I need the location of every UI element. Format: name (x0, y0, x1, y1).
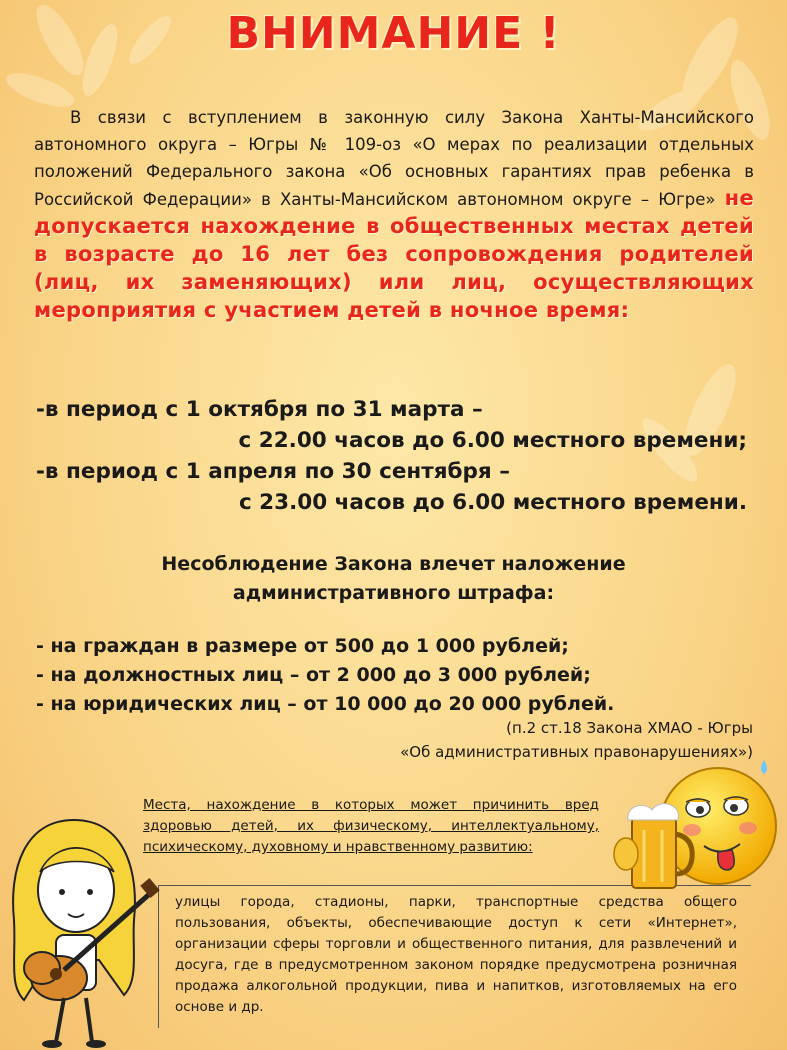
penalty-heading (0, 550, 787, 608)
penalty-line-1: Несоблюдение Закона влечет наложение (161, 553, 626, 575)
period-1: -в период с 1 октября по 31 марта – (36, 397, 483, 422)
places-heading: Места, нахождение в которых может причинить вред здоровью детей, их физическому, интеллектуальному, психическому, духовному и нравственному развитию: (143, 797, 599, 855)
curfew-periods (36, 394, 751, 518)
intro-paragraph (34, 104, 754, 325)
law-reference (253, 716, 753, 764)
intro-text: В связи с вступлением в законную силу Закона Ханты-Мансийского автономного округа – Югры № 109-оз «О мерах по реализации отдельных положений Федерального закона «Об основных гарантиях прав ребенка в Российской Федерации» в Ханты-Мансийском автономном округе – Югре» (34, 108, 754, 209)
period-1-time: с 22.00 часов до 6.00 местного времени; (238, 428, 747, 453)
fine-item: - на граждан в размере от 500 до 1 000 рублей; (36, 635, 569, 657)
places-text: улицы города, стадионы, парки, транспортные средства общего пользования, объекты, обеспечивающие доступ к сети «Интернет», организации сферы торговли и общественного питания, для развлечений и досуга, где в предусмотренном законом порядке предусмотрена розничная продажа алкогольной продукции, пива и напитков, изготовляемых на его основе и др. (175, 894, 737, 1015)
period-2-time: с 23.00 часов до 6.00 местного времени. (238, 490, 747, 515)
reference-line-2: «Об административных правонарушениях») (400, 743, 753, 761)
reference-line-1: (п.2 ст.18 Закона ХМАО - Югры (506, 719, 753, 737)
period-2: -в период с 1 апреля по 30 сентября – (36, 459, 510, 484)
girl-with-guitar-icon (4, 810, 164, 1050)
smiley-with-beer-icon (606, 758, 784, 908)
fine-item: - на юридических лиц – от 10 000 до 20 000 рублей. (36, 693, 615, 715)
fine-item: - на должностных лиц – от 2 000 до 3 000 рублей; (36, 664, 591, 686)
intro-highlight: не допускается нахождение в общественных местах детей в возрасте до 16 лет без сопровождения родителей (лиц, их заменяющих) или лиц, осуществляющих мероприятия с участием детей в ночное время: (34, 186, 754, 322)
fines-list (36, 632, 751, 719)
page-title: ВНИМАНИЕ ! (226, 8, 561, 59)
penalty-line-2: административного штрафа: (232, 582, 555, 604)
